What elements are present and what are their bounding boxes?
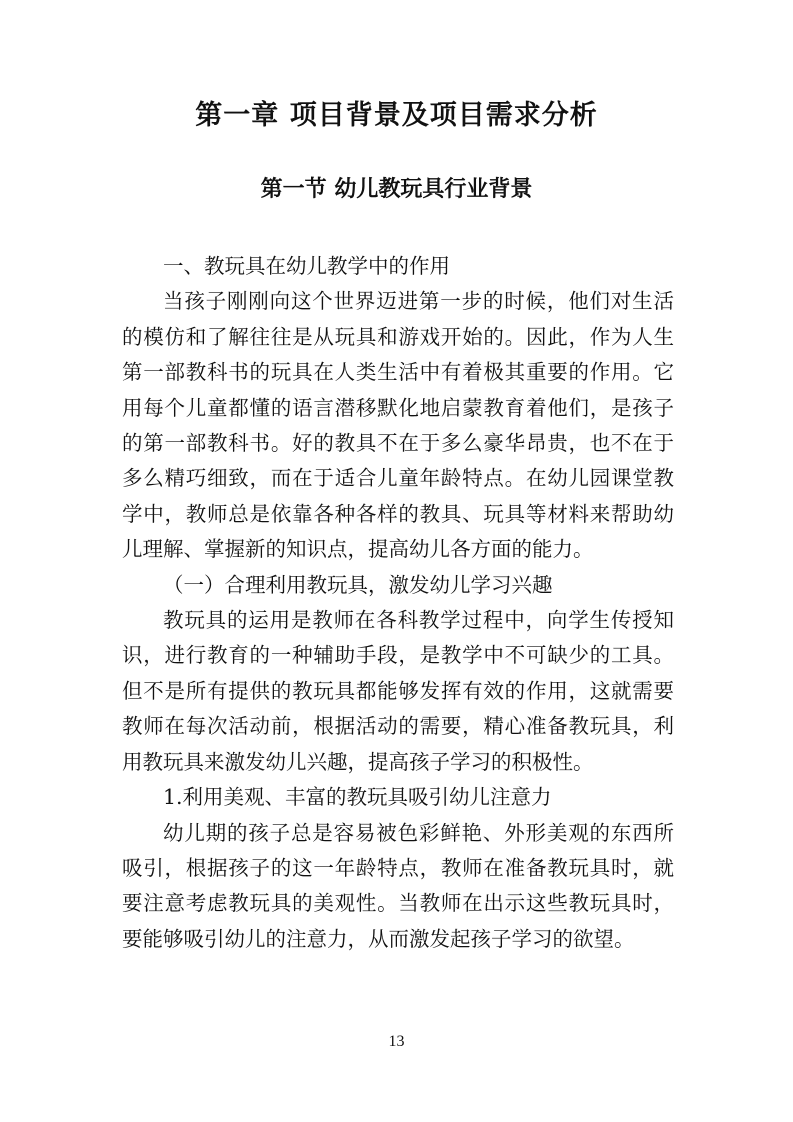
chapter-title: 第一章 项目背景及项目需求分析 (195, 100, 598, 131)
body-text (122, 249, 674, 957)
page-number: 13 (388, 1033, 405, 1050)
subheading-use-toys-interest: （一）合理利用教玩具，激发幼儿学习兴趣 (163, 572, 553, 597)
subheading-attract-attention: 1.利用美观、丰富的教玩具吸引幼儿注意力 (163, 785, 552, 810)
subheading-role-of-toys: 一、教玩具在幼儿教学中的作用 (163, 254, 450, 278)
paragraph-use-toys: 教玩具的运用是教师在各科教学过程中，向学生传授知识，进行教育的一种辅助手段，是教学中不可缺少的工具。但不是所有提供的教玩具都能够发挥有效的作用，这就需要教师在每次活动前，根据活动的需要，精心准备教玩具，利用教玩具来激发幼儿兴趣，提高孩子学习的积极性。 (122, 608, 674, 774)
paragraph-intro: 当孩子刚刚向这个世界迈进第一步的时候，他们对生活的模仿和了解往往是从玩具和游戏开始的。因此，作为人生第一部教科书的玩具在人类生活中有着极其重要的作用。它用每个儿童都懂的语言潜移默化地启蒙教育着他们，是孩子的第一部教科书。好的教具不在于多么豪华昂贵，也不在于多么精巧细致，而在于适合儿童年龄特点。在幼儿园课堂教学中，教师总是依靠各种各样的教具、玩具等材料来帮助幼儿理解、掌握新的知识点，提高幼儿各方面的能力。 (122, 289, 674, 562)
section-title: 第一节 幼儿教玩具行业背景 (260, 177, 533, 202)
paragraph-attract-attention: 幼儿期的孩子总是容易被色彩鲜艳、外形美观的东西所吸引，根据孩子的这一年龄特点，教师在准备教玩具时，就要注意考虑教玩具的美观性。当教师在出示这些教玩具时，要能够吸引幼儿的注意力，从而激发起孩子学习的欲望。 (122, 820, 674, 951)
